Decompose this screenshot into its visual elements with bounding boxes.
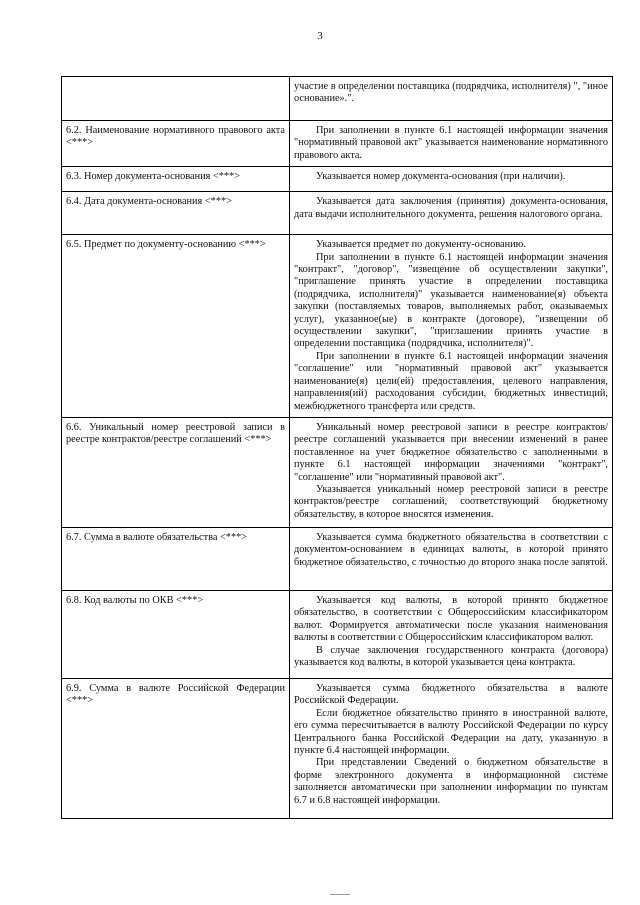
page-number: 3 (317, 30, 323, 42)
description-paragraph: В случае заключения государственного контракта (договора) указывается код валюты, в которой указывается цена контракта. (294, 644, 608, 668)
description-paragraph: Указывается уникальный номер реестровой записи в реестре контрактов/реестре соглашений, соответствующий бюджетному обязательству, в которое вносятся изменения. (294, 483, 608, 520)
field-description (290, 192, 613, 235)
field-label: 6.8. Код валюты по ОКВ <***> (62, 590, 290, 678)
field-description (290, 77, 613, 121)
description-paragraph: Указывается номер документа-основания (при наличии). (316, 171, 566, 183)
field-label: 6.4. Дата документа-основания <***> (62, 192, 290, 235)
field-label: 6.3. Номер документа-основания <***> (62, 167, 290, 192)
table-row (62, 167, 613, 192)
field-description (290, 590, 613, 678)
table-row (62, 77, 613, 121)
field-label: 6.6. Уникальный номер реестровой записи в реестре контрактов/реестре соглашений <***> (62, 417, 290, 527)
description-paragraph: Уникальный номер реестровой записи в реестре контрактов/реестре соглашений указывается при внесении изменений в ранее поставленное на учет бюджетное обязательство с заполненными в пункте 6.1 настоящей информации значениями "контракт", "соглашение" или "нормативный правовой акт". (294, 421, 608, 483)
description-paragraph: При заполнении в пункте 6.1 настоящей информации значения "нормативный правовой акт" указывается наименование нормативного правового акта. (294, 125, 608, 161)
table-row (62, 678, 613, 818)
table-row (62, 192, 613, 235)
field-description (290, 167, 613, 192)
description-paragraph: Указывается сумма бюджетного обязательства в валюте Российской Федерации. (294, 682, 608, 707)
scan-artifact (330, 894, 350, 895)
field-label (62, 77, 290, 121)
requirements-table (61, 76, 613, 819)
description-paragraph: Если бюджетное обязательство принято в иностранной валюте, его сумма пересчитывается в валюту Российской Федерации по курсу Центрального банка Российской Федерации на дату, указанную в пункте 6.4 настоящей информации. (294, 707, 608, 756)
description-paragraph: При представлении Сведений о бюджетном обязательстве в форме электронного документа в информационной системе заполняется автоматически при заполнении информации по пунктам 6.7 и 6.8 настоящей информации. (294, 757, 608, 806)
table-row (62, 121, 613, 167)
field-description (290, 417, 613, 527)
field-description (290, 527, 613, 590)
description-paragraph: участие в определении поставщика (подрядчика, исполнителя) ", "иное основание».". (294, 81, 608, 105)
field-label: 6.5. Предмет по документу-основанию <***> (62, 235, 290, 418)
description-paragraph: Указывается предмет по документу-основанию. (316, 239, 526, 251)
field-description (290, 235, 613, 418)
description-paragraph: Указывается дата заключения (принятия) документа-основания, дата выдачи исполнительного документа, решения налогового органа. (294, 196, 608, 220)
description-paragraph: Указывается сумма бюджетного обязательства в соответствии с документом-основанием в единицах валюты, в которой принято бюджетное обязательство, с точностью до второго знака после запятой. (294, 531, 608, 568)
field-label: 6.2. Наименование нормативного правового акта <***> (62, 121, 290, 167)
field-label: 6.9. Сумма в валюте Российской Федерации <***> (62, 678, 290, 818)
description-paragraph: Указывается код валюты, в которой принято бюджетное обязательство, в соответствии с Общероссийским классификатором валют. Формируется автоматически после указания наименования валюты в соответствии с Общероссийским классификатором валют. (294, 594, 608, 644)
field-label: 6.7. Сумма в валюте обязательства <***> (62, 527, 290, 590)
table-row (62, 235, 613, 418)
table-row (62, 590, 613, 678)
description-paragraph: При заполнении в пункте 6.1 настоящей информации значения "соглашение" или "нормативный правовой акт" указывается наименование(я) цели(ей) предоставления, целевого направления, направления(ий) расходования субсидии, бюджетных инвестиций, межбюджетного трансферта или средств. (294, 350, 608, 412)
field-description (290, 121, 613, 167)
table-row (62, 527, 613, 590)
field-description (290, 678, 613, 818)
table-row (62, 417, 613, 527)
description-paragraph: При заполнении в пункте 6.1 настоящей информации значения "контракт", "договор", "извещение об осуществлении закупки", "приглашение принять участие в определении поставщика (подрядчика, исполнителя)" указывается наименование(я) объекта закупки (поставляемых товаров, выполняемых работ, оказываемых услуг), указанное(ые) в контракте (договоре), "извещении об осуществлении закупки", "приглашении принять участие в определении поставщика (подрядчика, исполнителя)". (294, 251, 608, 350)
